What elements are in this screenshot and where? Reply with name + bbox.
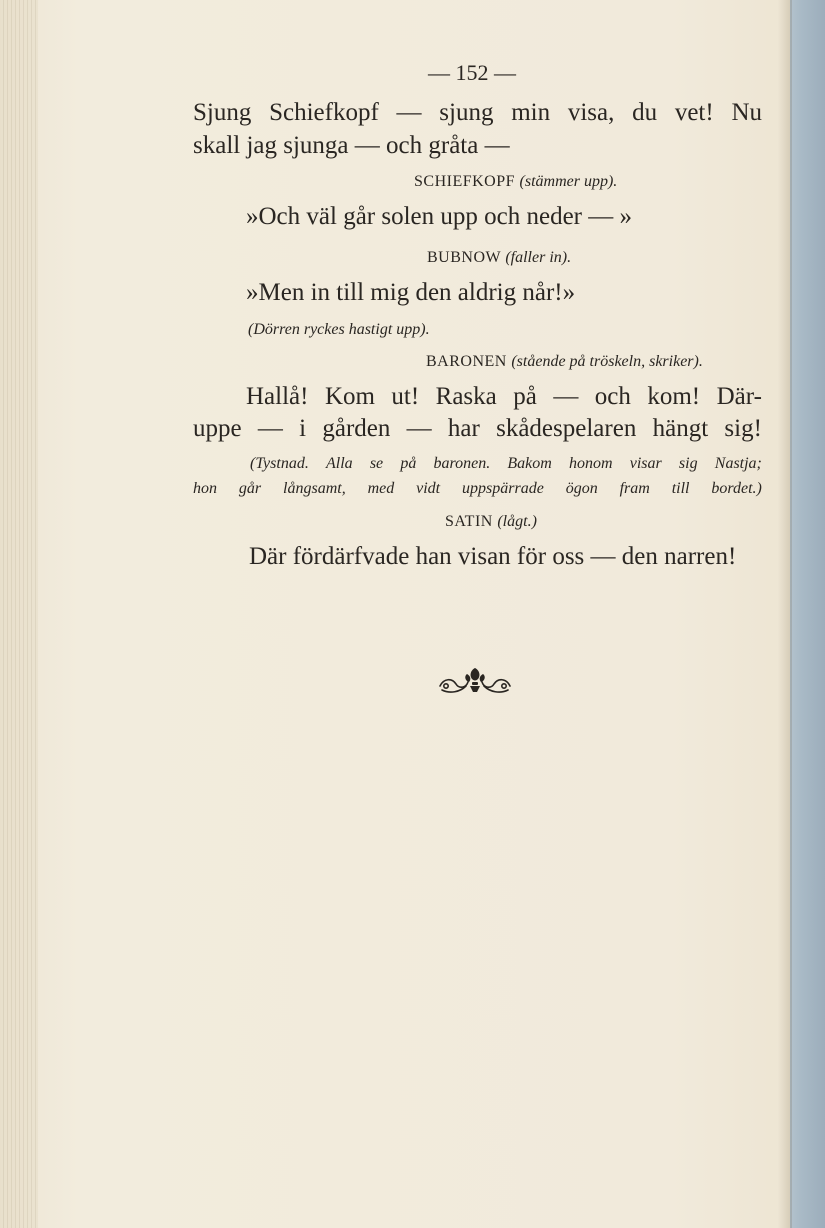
- word: visar: [629, 455, 662, 472]
- text-line-7: Där fördärfvade han visan för oss — den narren!: [249, 543, 737, 570]
- word: Sjung: [193, 99, 252, 126]
- speaker-schiefkopf: [414, 174, 617, 190]
- speaker-name: SATIN: [445, 513, 493, 530]
- word: Schiefkopf: [269, 99, 379, 126]
- word: fram: [619, 480, 650, 497]
- word: Hallå!: [246, 383, 309, 410]
- speaker-bubnow: [427, 250, 571, 266]
- speaker-satin: [445, 514, 537, 530]
- text-line-2: skall jag sjunga — och gråta —: [193, 132, 510, 159]
- word: baronen.: [433, 455, 491, 472]
- word: vet!: [674, 99, 714, 126]
- text-line-5: [246, 384, 762, 409]
- stage-direction: (stämmer upp).: [519, 173, 618, 190]
- word: sig!: [724, 415, 762, 442]
- word: Nastja;: [714, 455, 762, 472]
- song-line-2: »Men in till mig den aldrig når!»: [246, 279, 576, 306]
- word: vidt: [416, 480, 441, 497]
- word: på: [513, 383, 537, 410]
- word: —: [553, 383, 579, 410]
- speaker-name: SCHIEFKOPF: [414, 173, 516, 190]
- word: —: [257, 415, 283, 442]
- word: skådespelaren: [496, 415, 637, 442]
- word: sjung: [439, 99, 494, 126]
- song-line-1: »Och väl går solen upp och neder — »: [246, 203, 632, 230]
- word: med: [367, 480, 395, 497]
- word: Kom: [324, 383, 375, 410]
- word: uppspärrade: [462, 480, 544, 497]
- word: långsamt,: [283, 480, 346, 497]
- word: hon: [193, 480, 217, 497]
- word: ut!: [391, 383, 420, 410]
- word: min: [511, 99, 551, 126]
- word: uppe: [193, 415, 242, 442]
- page-number: — 152 —: [428, 60, 516, 85]
- word: kom!: [647, 383, 701, 410]
- word: har: [447, 415, 480, 442]
- speaker-baronen: [426, 354, 703, 370]
- text-line-6: [193, 416, 762, 441]
- page-stack-edges: [0, 0, 38, 1228]
- word: —: [396, 99, 422, 126]
- speaker-name: BUBNOW: [427, 249, 501, 266]
- fleuron-ornament-icon: [436, 664, 514, 696]
- word: (Tystnad.: [250, 455, 309, 472]
- word: Bakom: [507, 455, 552, 472]
- word: till: [671, 480, 690, 497]
- word: Nu: [731, 99, 762, 126]
- page-gutter-shadow: [778, 0, 792, 1228]
- stage-direction: (lågt.): [497, 513, 537, 530]
- word: och: [594, 383, 631, 410]
- word: ögon: [565, 480, 598, 497]
- stage-direction-silence-1: [250, 456, 762, 472]
- word: bordet.): [711, 480, 762, 497]
- stage-direction-door: (Dörren ryckes hastigt upp).: [248, 321, 430, 338]
- stage-direction-silence-2: [193, 481, 762, 497]
- text-line-1: [193, 100, 762, 125]
- stage-direction: (faller in).: [505, 249, 572, 266]
- word: hängt: [652, 415, 709, 442]
- stage-direction: (stående på tröskeln, skriker).: [511, 353, 703, 370]
- word: visa,: [567, 99, 615, 126]
- word: sig: [678, 455, 698, 472]
- word: Raska: [435, 383, 497, 410]
- word: —: [406, 415, 432, 442]
- word: gården: [322, 415, 391, 442]
- word: du: [632, 99, 658, 126]
- word: se: [369, 455, 384, 472]
- word: går: [238, 480, 262, 497]
- speaker-name: BARONEN: [426, 353, 507, 370]
- word: på: [400, 455, 417, 472]
- word: Alla: [325, 455, 353, 472]
- word: i: [299, 415, 307, 442]
- word: Där-: [716, 383, 762, 410]
- word: honom: [569, 455, 613, 472]
